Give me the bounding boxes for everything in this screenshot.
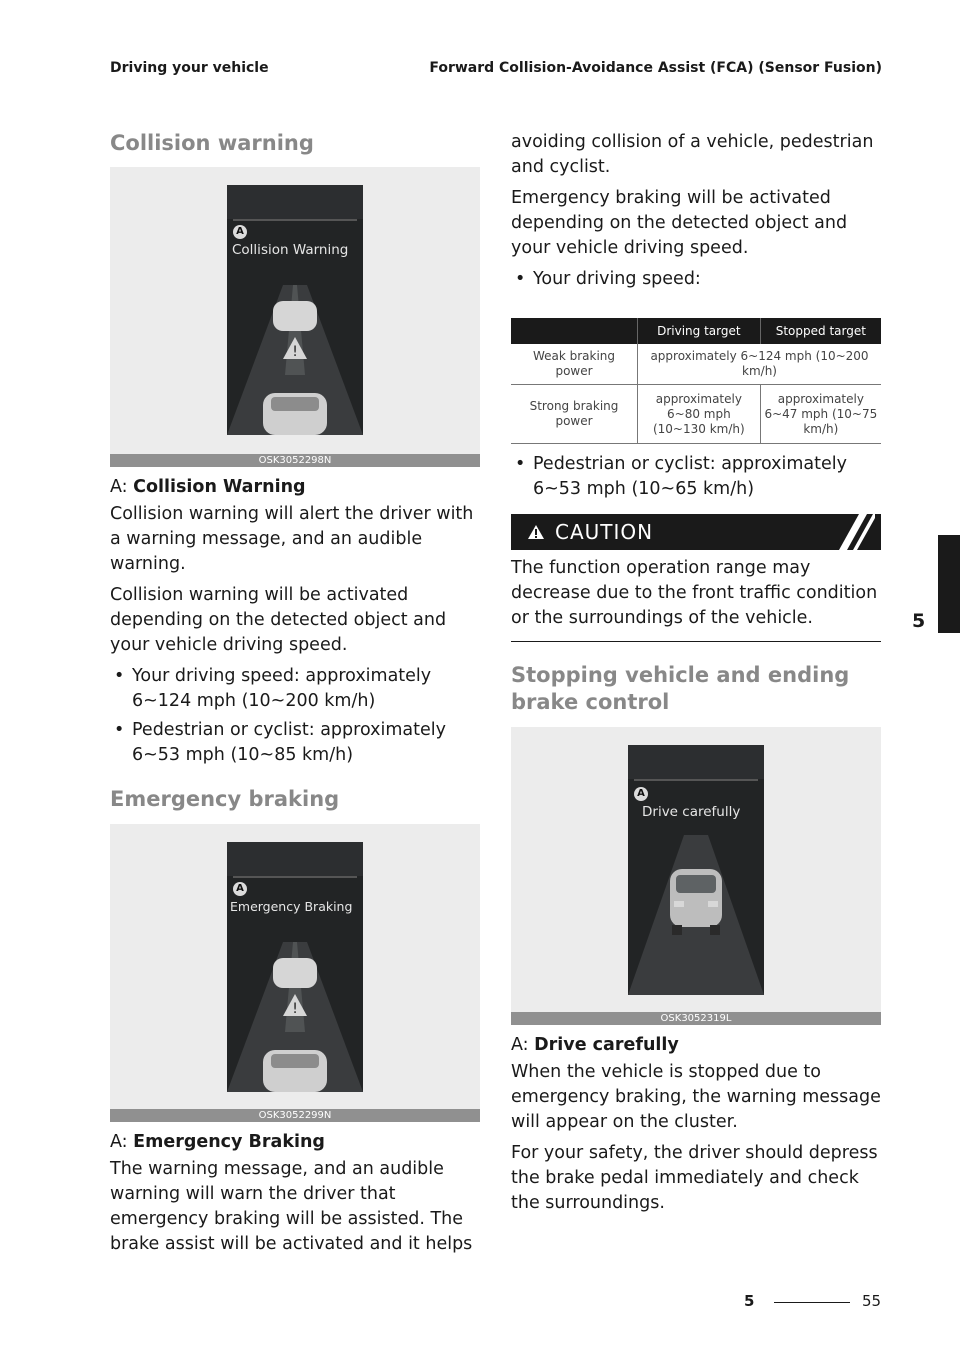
section-heading-collision-warning: Collision warning [110,131,314,155]
footer-page-number: 55 [862,1292,882,1310]
cluster-message: Drive carefully [642,803,741,820]
left-column [110,130,480,1257]
road-graphic [227,265,363,435]
callout-badge: A [233,882,247,896]
figure-caption: OSK3052299N [110,1109,480,1122]
figure-caption: OSK3052319L [511,1012,881,1025]
hazard-stripes-icon [819,514,875,550]
list-item: • Pedestrian or cyclist: approximately 6~53 mph (10~65 km/h) [511,452,881,502]
cluster-screen [628,745,764,995]
svg-text:!: ! [292,1000,298,1017]
figure-label: A: Emergency Braking [110,1131,325,1152]
figure-emergency-braking [110,824,480,1122]
running-header-section: Driving your vehicle [110,60,269,76]
road-graphic [628,825,764,995]
figure-collision-warning [110,167,480,467]
running-header-topic: Forward Collision-Avoidance Assist (FCA) (Sensor Fusion) [429,60,882,76]
figure-label: A: Drive carefully [511,1034,679,1055]
bullet-list [511,267,881,292]
list-item: • Your driving speed: approximately 6~124 mph (10~200 km/h) [110,664,480,714]
table-row-label: Strong braking power [511,385,638,444]
figure-caption: OSK3052298N [110,454,480,467]
road-graphic [227,922,363,1092]
paragraph: For your safety, the driver should depress the brake pedal immediately and check the surroundings. [511,1142,878,1213]
table-header-cell: Driving target [638,318,761,344]
paragraph: avoiding collision of a vehicle, pedestrian and cyclist. [511,132,874,177]
caution-text: The function operation range may decrease due to the front traffic condition or the surroundings of the vehicle. [511,558,878,628]
caution-body [511,550,881,642]
cluster-message: Emergency Braking [230,898,353,914]
list-item: • Your driving speed: [511,267,881,292]
cluster-screen [227,185,363,435]
figure-label: A: Collision Warning [110,477,306,498]
caution-title: CAUTION [555,520,654,544]
caution-banner [511,514,881,550]
table-cell: approximately 6~80 mph (10~130 km/h) [638,385,761,444]
paragraph: Collision warning will alert the driver with a warning message, and an audible warning. [110,504,474,575]
footer-rule [774,1302,850,1303]
section-heading-emergency-braking: Emergency braking [110,787,340,812]
list-item: • Pedestrian or cyclist: approximately 6~53 mph (10~85 km/h) [110,718,480,768]
svg-text:!: ! [292,344,298,361]
paragraph: When the vehicle is stopped due to emergency braking, the warning message will appear on the cluster. [511,1061,881,1132]
table-header-cell: Stopped target [760,318,881,344]
table-cell: approximately 6~47 mph (10~75 km/h) [760,385,881,444]
paragraph: Emergency braking will be activated depending on the detected object and your vehicle driving speed. [511,188,848,258]
table-row [511,385,881,444]
chapter-tab-bar [938,535,960,633]
callout-badge: A [233,225,247,239]
table-cell: approximately 6~124 mph (10~200 km/h) [638,344,882,385]
warning-triangle-icon [527,524,545,540]
bullet-list [511,452,881,502]
table-row-label: Weak braking power [511,344,638,385]
right-column [511,130,881,1216]
footer-chapter-number: 5 [744,1292,755,1310]
speed-table [511,318,881,444]
chapter-tab-number: 5 [912,610,926,632]
paragraph: The warning message, and an audible warning will warn the driver that emergency braking will be assisted. The brake assist will be activated and it helps [110,1158,473,1254]
bullet-list [110,664,480,768]
section-heading-stopping: Stopping vehicle and ending brake control [511,663,850,715]
callout-badge: A [634,787,648,801]
cluster-screen [227,842,363,1092]
cluster-message: Collision Warning [232,242,349,259]
table-row [511,344,881,385]
figure-drive-carefully [511,727,881,1025]
table-header-cell [511,318,638,344]
table-header-row [511,318,881,344]
paragraph: Collision warning will be activated depending on the detected object and your vehicle driving speed. [110,585,447,656]
